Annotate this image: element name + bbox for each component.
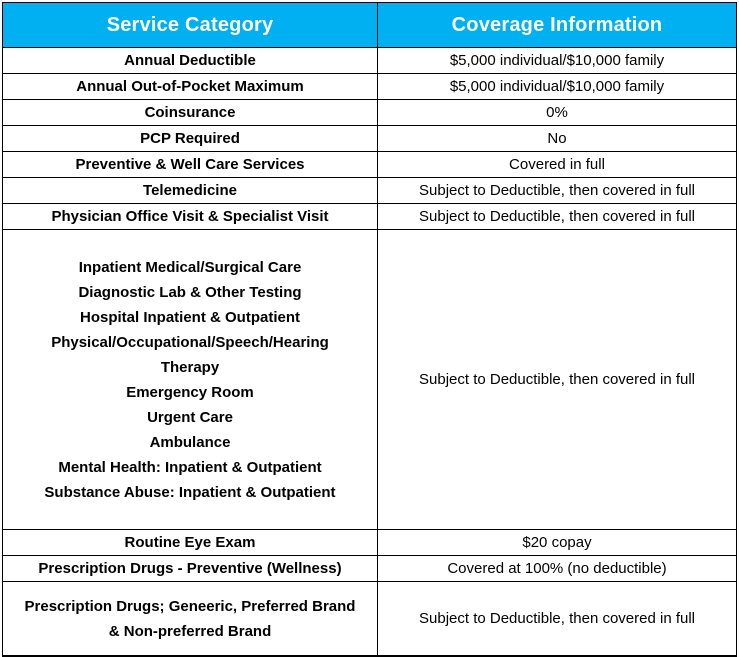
service-category-cell: PCP Required xyxy=(3,126,378,152)
category-line: Inpatient Medical/Surgical Care xyxy=(78,258,302,276)
header-row xyxy=(3,3,737,48)
category-line: Substance Abuse: Inpatient & Outpatient xyxy=(44,483,336,501)
category-line: Emergency Room xyxy=(126,383,254,401)
service-category-cell: Annual Deductible xyxy=(3,48,378,74)
category-line: Mental Health: Inpatient & Outpatient xyxy=(58,458,322,476)
coverage-cell: Subject to Deductible, then covered in full xyxy=(378,582,737,657)
coverage-cell: Subject to Deductible, then covered in full xyxy=(378,204,737,230)
table-row xyxy=(3,152,737,178)
service-category-cell xyxy=(3,230,378,530)
category-line: Physical/Occupational/Speech/Hearing xyxy=(51,333,329,351)
table-row xyxy=(3,556,737,582)
service-category-cell: Annual Out-of-Pocket Maximum xyxy=(3,74,378,100)
coverage-cell: 0% xyxy=(378,100,737,126)
coverage-cell: $5,000 individual/$10,000 family xyxy=(378,74,737,100)
category-line: Hospital Inpatient & Outpatient xyxy=(80,308,300,326)
coverage-cell: $20 copay xyxy=(378,530,737,556)
table-row xyxy=(3,530,737,556)
table-row xyxy=(3,126,737,152)
category-line: Therapy xyxy=(160,358,220,376)
category-line: Prescription Drugs; Geneeric, Preferred Brand xyxy=(24,597,356,615)
table-row xyxy=(3,74,737,100)
service-category-cell: Coinsurance xyxy=(3,100,378,126)
service-category-cell: Preventive & Well Care Services xyxy=(3,152,378,178)
header-coverage-information: Coverage Information xyxy=(378,3,737,48)
coverage-cell: Covered in full xyxy=(378,152,737,178)
service-category-cell: Routine Eye Exam xyxy=(3,530,378,556)
table-row xyxy=(3,204,737,230)
category-line: Diagnostic Lab & Other Testing xyxy=(78,283,302,301)
service-category-cell: Telemedicine xyxy=(3,178,378,204)
service-category-cell: Prescription Drugs - Preventive (Wellness) xyxy=(3,556,378,582)
coverage-cell: Subject to Deductible, then covered in full xyxy=(378,178,737,204)
service-category-cell: Physician Office Visit & Specialist Visit xyxy=(3,204,378,230)
service-category-cell xyxy=(3,582,378,657)
coverage-cell: Covered at 100% (no deductible) xyxy=(378,556,737,582)
table-row xyxy=(3,230,737,530)
category-line: Urgent Care xyxy=(147,408,233,426)
table-row xyxy=(3,100,737,126)
coverage-table xyxy=(2,2,737,657)
coverage-cell: $5,000 individual/$10,000 family xyxy=(378,48,737,74)
table-row xyxy=(3,178,737,204)
table-row xyxy=(3,582,737,657)
category-line: Ambulance xyxy=(149,433,231,451)
coverage-cell: Subject to Deductible, then covered in full xyxy=(378,230,737,530)
header-service-category: Service Category xyxy=(3,3,378,48)
table-row xyxy=(3,48,737,74)
coverage-cell: No xyxy=(378,126,737,152)
category-line: & Non-preferred Brand xyxy=(108,622,272,640)
